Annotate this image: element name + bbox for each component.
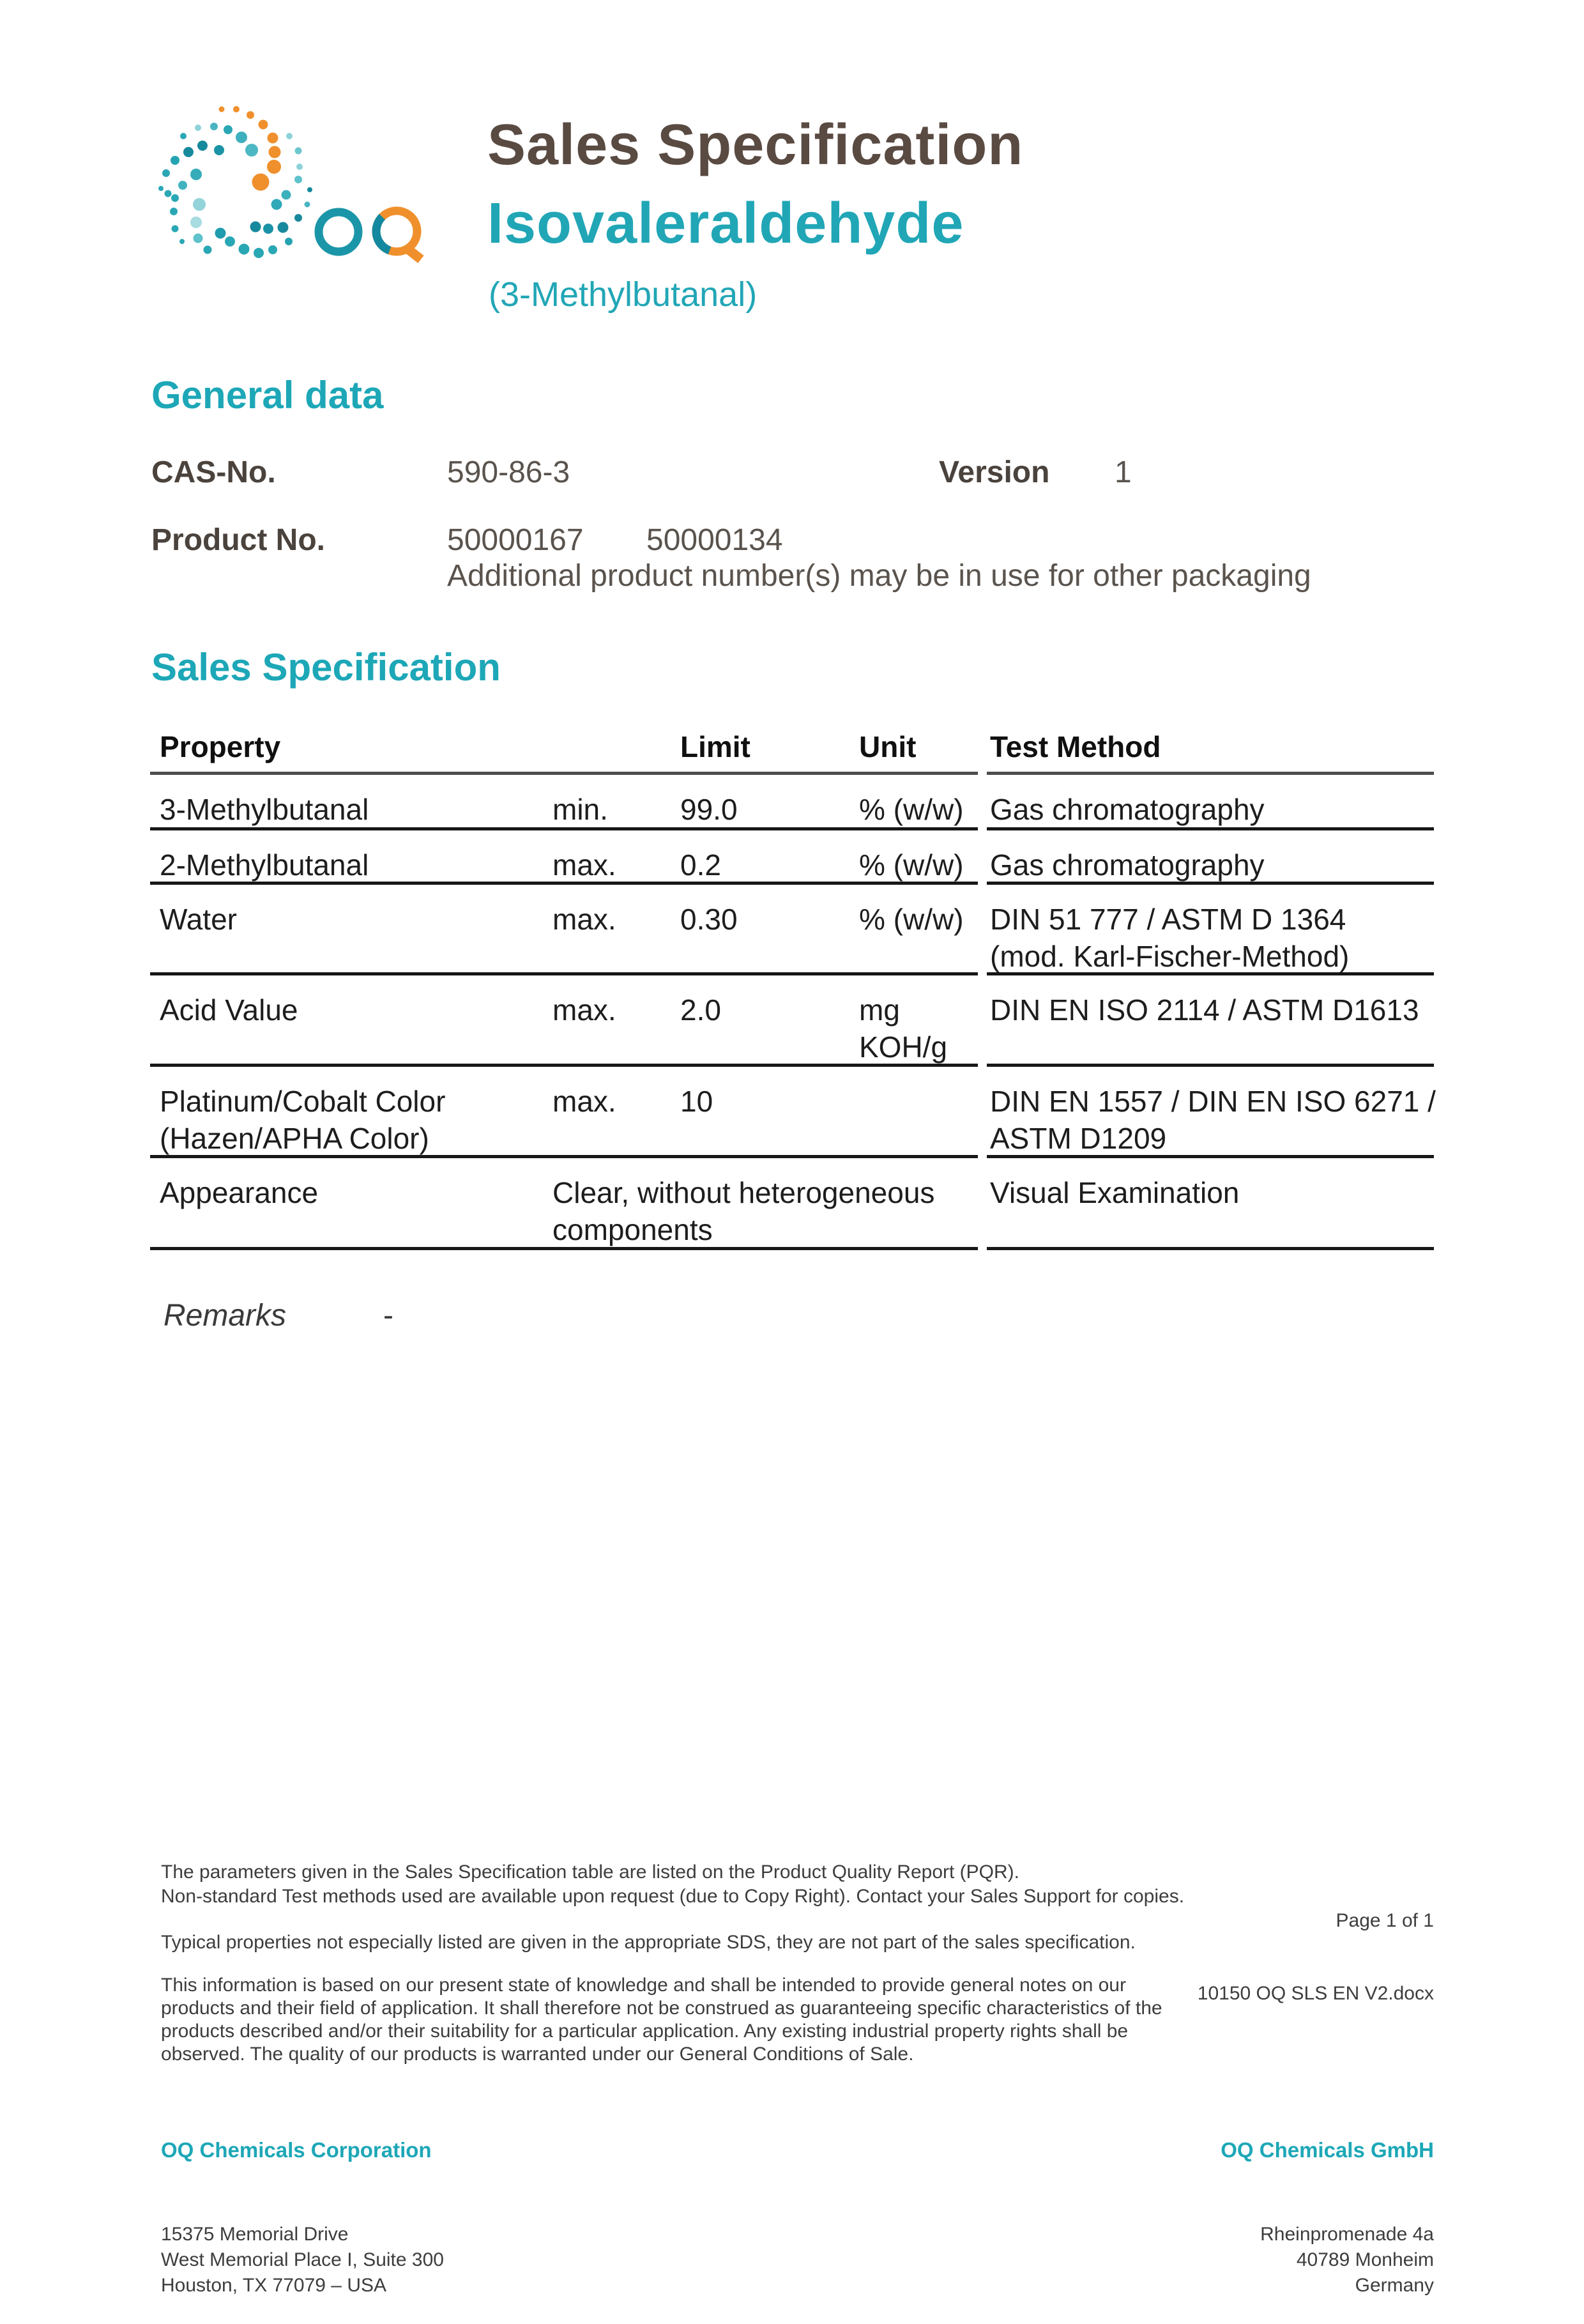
- company-name-us: OQ Chemicals Corporation: [161, 2138, 432, 2162]
- footer-notes: [161, 1860, 1184, 1909]
- cell-qualifier: min.: [552, 793, 608, 826]
- product-number: 50000167: [447, 523, 584, 557]
- cell-test-method: DIN 51 777 / ASTM D 1364 (mod. Karl-Fischer-Method): [990, 903, 1350, 973]
- address-line: 40789 Monheim: [1296, 2249, 1434, 2270]
- company-address-us: [161, 2085, 444, 2324]
- sales-spec-heading: Sales Specification: [151, 646, 501, 689]
- cell-test-method: Visual Examination: [990, 1176, 1240, 1209]
- cell-limit: 0.2: [680, 848, 721, 882]
- address-line: Houston, TX 77079 – USA: [161, 2275, 386, 2296]
- product-name: Isovaleraldehyde: [487, 192, 964, 256]
- cell-qualifier: max.: [552, 903, 616, 936]
- company-name-de: OQ Chemicals GmbH: [1221, 2138, 1434, 2162]
- cell-test-method: DIN EN ISO 2114 / ASTM D1613: [990, 993, 1419, 1027]
- col-header-property: Property: [160, 730, 281, 763]
- cell-property: Platinum/Cobalt Color (Hazen/APHA Color): [160, 1085, 446, 1155]
- sds-note: Typical properties not especially listed are given in the appropriate SDS, they are not part of the sales specification.: [161, 1932, 1136, 1953]
- cell-unit: mg KOH/g: [859, 993, 948, 1064]
- cell-property: Appearance: [160, 1176, 319, 1209]
- disclaimer-line: products and their field of application. It shall therefore not be construed as guaranteeing specific characteristics of the: [161, 1998, 1162, 2019]
- product-number: 50000134: [646, 523, 783, 557]
- cell-limit: 2.0: [680, 993, 721, 1027]
- spec-table-row: [150, 1158, 1434, 1250]
- cell-property: 2-Methylbutanal: [160, 848, 369, 882]
- col-header-limit: Limit: [680, 730, 750, 763]
- col-header-test-method: Test Method: [990, 730, 1161, 763]
- cell-test-method: DIN EN 1557 / DIN EN ISO 6271 / ASTM D1209: [990, 1085, 1436, 1155]
- cell-unit: % (w/w): [859, 903, 964, 936]
- spec-table-row: [150, 830, 1434, 885]
- document-id: 10150 OQ SLS EN V2.docx: [1197, 1983, 1434, 2004]
- cell-property: 3-Methylbutanal: [160, 793, 369, 826]
- spec-table-header-row: [150, 722, 1434, 775]
- product-synonym: (3-Methylbutanal): [489, 275, 758, 314]
- remarks-label: Remarks: [164, 1299, 287, 1333]
- page-info-block: [1198, 1860, 1434, 2030]
- cell-limit: 0.30: [680, 903, 738, 936]
- cell-property: Acid Value: [160, 993, 298, 1027]
- cell-limit: 99.0: [680, 793, 738, 826]
- page-number: Page 1 of 1: [1336, 1910, 1434, 1931]
- spec-table-row: [150, 775, 1434, 830]
- general-data-heading: General data: [151, 374, 384, 417]
- version-value: 1: [1115, 455, 1132, 489]
- logo-oq-wordmark: [319, 211, 421, 259]
- oq-logo: [150, 101, 431, 267]
- address-line: West Memorial Place I, Suite 300: [161, 2249, 444, 2270]
- cell-property: Water: [160, 903, 237, 936]
- disclaimer-line: observed. The quality of our products is warranted under our General Conditions of Sale.: [161, 2044, 914, 2065]
- spec-table: [150, 722, 1434, 1250]
- cell-unit: % (w/w): [859, 793, 964, 826]
- cell-limit: 10: [680, 1085, 713, 1118]
- logo-dot-spiral: [158, 106, 312, 258]
- document-title: Sales Specification: [487, 113, 1024, 177]
- cas-no-label: CAS-No.: [151, 455, 276, 489]
- company-address-de: [1221, 2085, 1434, 2324]
- company-address-lines-de: [1221, 2222, 1434, 2298]
- cell-qualifier: max.: [552, 1085, 616, 1118]
- cell-limit-wide: Clear, without heterogeneous components: [552, 1176, 935, 1246]
- disclaimer-line: This information is based on our present state of knowledge and shall be intended to provide general notes on our: [161, 1975, 1126, 1996]
- company-address-lines-us: [161, 2222, 444, 2298]
- cell-qualifier: max.: [552, 848, 616, 882]
- spec-table-row: [150, 975, 1434, 1067]
- col-header-unit: Unit: [859, 730, 917, 763]
- remarks-value: -: [383, 1299, 393, 1333]
- version-label: Version: [939, 455, 1050, 489]
- footer-note-line: Non-standard Test methods used are available upon request (due to Copy Right). Contact your Sales Support for copies.: [161, 1886, 1185, 1907]
- cell-test-method: Gas chromatography: [990, 848, 1265, 882]
- address-line: 15375 Memorial Drive: [161, 2224, 349, 2245]
- address-line: Germany: [1355, 2275, 1434, 2296]
- cas-no-value: 590-86-3: [447, 455, 570, 489]
- cell-test-method: Gas chromatography: [990, 793, 1265, 826]
- table-rule-gap: [978, 765, 987, 1250]
- disclaimer-line: products described and/or their suitability for a particular application. Any existing industrial property rights shall be: [161, 2021, 1129, 2042]
- address-line: Rheinpromenade 4a: [1260, 2224, 1434, 2245]
- spec-table-row: [150, 885, 1434, 975]
- cell-qualifier: max.: [552, 993, 616, 1027]
- disclaimer-paragraph: [161, 1974, 1162, 2066]
- cell-unit: % (w/w): [859, 848, 964, 882]
- product-no-label: Product No.: [151, 523, 325, 557]
- footer-note-line: The parameters given in the Sales Specification table are listed on the Product Quality Report (PQR).: [161, 1861, 1020, 1883]
- spec-table-row: [150, 1067, 1434, 1158]
- product-note: Additional product number(s) may be in use for other packaging: [447, 559, 1311, 593]
